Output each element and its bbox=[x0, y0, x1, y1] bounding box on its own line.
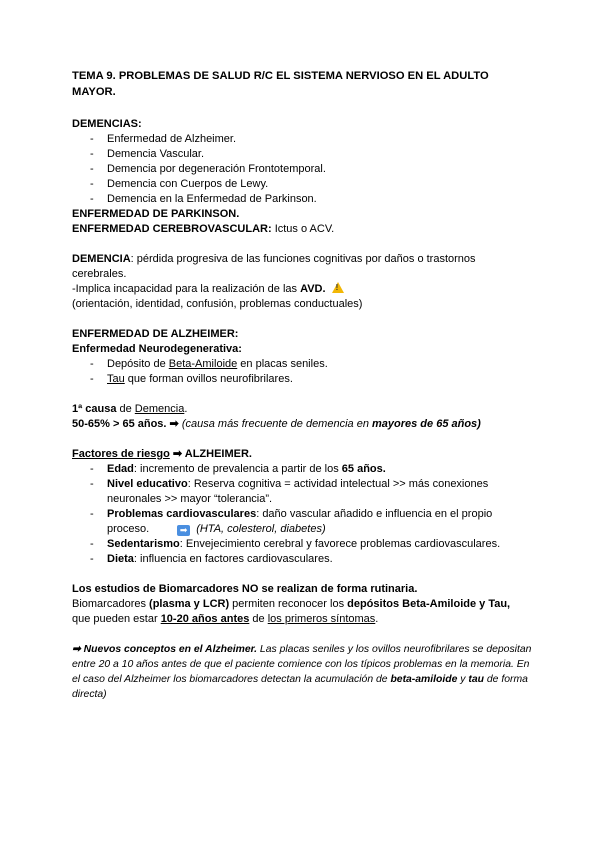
primera-causa-line: 1ª causa de Demencia. bbox=[72, 403, 188, 415]
demencia-definition: DEMENCIA: pérdida progresiva de las funciones cognitivas por daños o trastornos cerebrales. bbox=[72, 253, 476, 280]
list-item: - Edad: incremento de prevalencia a partir de los 65 años. bbox=[72, 462, 532, 477]
biomarcadores-timing: que pueden estar 10-20 años antes de los primeros síntomas. bbox=[72, 613, 379, 625]
document-content bbox=[72, 68, 532, 702]
factores-heading: Factores de riesgo ➡ ALZHEIMER. bbox=[72, 448, 252, 460]
list-item: - Problemas cardiovasculares: daño vascular añadido e influencia en el propio proceso. ➡ (HTA, colesterol, diabetes) bbox=[72, 507, 532, 537]
list-item: - Dieta: influencia en factores cardiovasculares. bbox=[72, 552, 532, 567]
biomarcadores-heading: Los estudios de Biomarcadores NO se realizan de forma rutinaria. bbox=[72, 583, 418, 595]
biomarcadores-line: Biomarcadores (plasma y LCR) permiten reconocer los depósitos Beta-Amiloide y Tau, bbox=[72, 598, 511, 610]
demencias-list bbox=[72, 132, 532, 207]
right-arrow-icon: ➡ bbox=[169, 418, 179, 430]
alzheimer-heading: ENFERMEDAD DE ALZHEIMER: bbox=[72, 328, 239, 340]
list-item: - Nivel educativo: Reserva cognitiva = actividad intelectual >> más conexiones neuronales >> mayor “tolerancia”. bbox=[72, 477, 532, 507]
page-title: TEMA 9. PROBLEMAS DE SALUD R/C EL SISTEMA NERVIOSO EN EL ADULTO MAYOR. bbox=[72, 70, 489, 98]
prevalence-line: 50-65% > 65 años. ➡ (causa más frecuente de demencia en mayores de 65 años) bbox=[72, 418, 481, 430]
list-item: - Demencia con Cuerpos de Lewy. bbox=[72, 177, 532, 192]
nuevos-conceptos-paragraph: ➡ Nuevos conceptos en el Alzheimer. Las placas seniles y los ovillos neurofibrilares se depositan entre 20 a 10 años antes de que el paciente comience con los típicos problemas en la memoria. En el caso del Alzheimer los biomarcadores detectan la acumulación de beta-amiloide y tau de forma directa) bbox=[72, 644, 532, 700]
list-item: - Sedentarismo: Envejecimiento cerebral y favorece problemas cardiovasculares. bbox=[72, 537, 532, 552]
right-arrow-icon: ➡ bbox=[72, 644, 81, 655]
list-item: - Enfermedad de Alzheimer. bbox=[72, 132, 532, 147]
alzheimer-list bbox=[72, 357, 532, 387]
implica-line: -Implica incapacidad para la realización de las AVD. ! bbox=[72, 282, 532, 297]
list-item: - Demencia Vascular. bbox=[72, 147, 532, 162]
factores-list bbox=[72, 462, 532, 567]
list-item: - Depósito de Beta-Amiloide en placas seniles. bbox=[72, 357, 532, 372]
list-item: - Demencia en la Enfermedad de Parkinson. bbox=[72, 192, 532, 207]
list-item: - Demencia por degeneración Frontotemporal. bbox=[72, 162, 532, 177]
list-item: - Tau que forman ovillos neurofibrilares. bbox=[72, 372, 532, 387]
warning-icon bbox=[332, 282, 344, 293]
parkinson-heading: ENFERMEDAD DE PARKINSON. bbox=[72, 208, 240, 220]
right-arrow-icon: ➡ bbox=[177, 525, 190, 536]
demencias-heading: DEMENCIAS: bbox=[72, 118, 142, 130]
implica-paren: (orientación, identidad, confusión, problemas conductuales) bbox=[72, 298, 363, 310]
cerebrovascular-line: ENFERMEDAD CEREBROVASCULAR: Ictus o ACV. bbox=[72, 223, 335, 235]
alzheimer-subheading: Enfermedad Neurodegenerativa: bbox=[72, 343, 242, 355]
